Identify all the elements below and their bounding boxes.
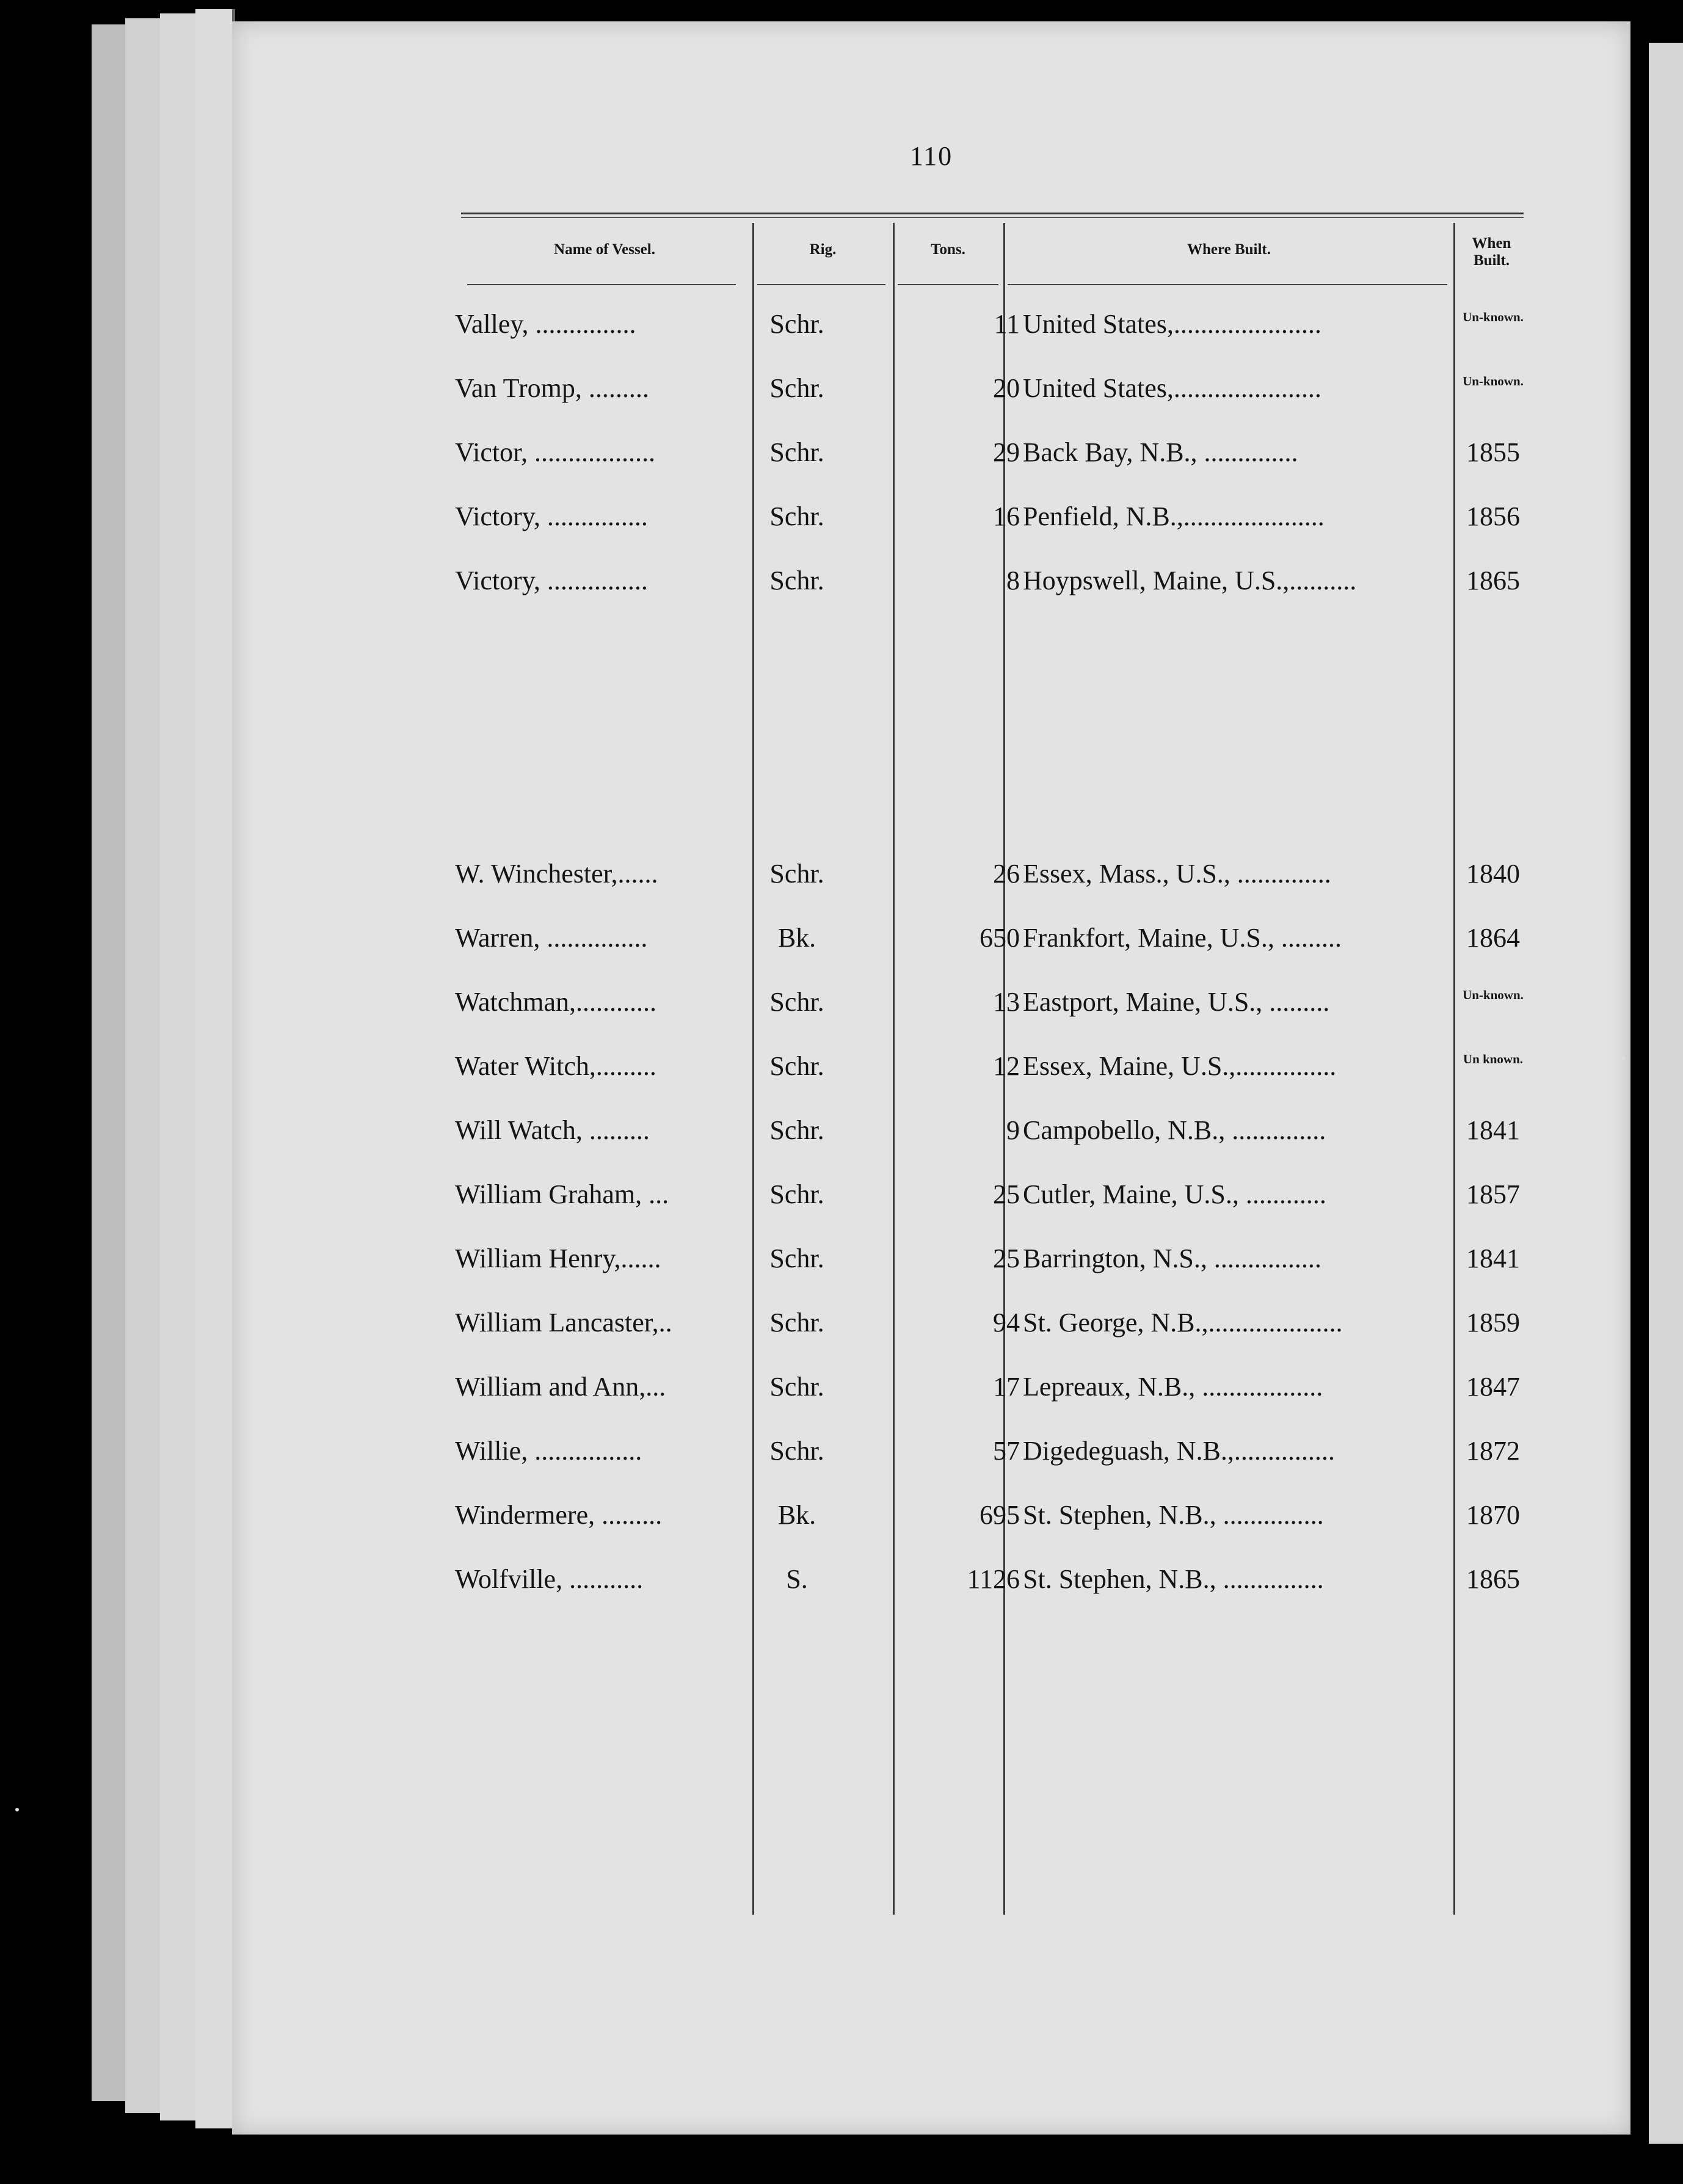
vessel-name: Will Watch, ......... xyxy=(455,1115,650,1145)
vessel-name: Willie, ................ xyxy=(455,1436,642,1466)
header-underline xyxy=(757,284,885,285)
table-row xyxy=(232,1563,1630,1600)
table-row xyxy=(232,1115,1630,1151)
vessel-when-built: 1856 xyxy=(1466,501,1520,531)
vessel-where-built: Hoypswell, Maine, U.S.,.......... xyxy=(1023,566,1357,595)
table-row xyxy=(232,373,1630,409)
vessel-where-built: St. Stephen, N.B., ............... xyxy=(1023,1564,1324,1594)
header-underline xyxy=(1008,284,1447,285)
page-edge xyxy=(195,9,235,2128)
page-edge xyxy=(125,18,165,2113)
vessel-rig: Schr. xyxy=(769,1051,824,1081)
vessel-when-built: 1870 xyxy=(1466,1500,1520,1530)
vessel-when-built: 1841 xyxy=(1466,1115,1520,1145)
vessel-rig: Schr. xyxy=(769,566,824,595)
vessel-rig: S. xyxy=(786,1564,808,1594)
header-when-line1: When xyxy=(1472,235,1511,252)
page-number: 110 xyxy=(909,141,953,171)
vessel-name: Victor, .................. xyxy=(455,437,656,467)
vessel-tons: 695 xyxy=(980,1500,1020,1530)
vessel-name: Warren, ............... xyxy=(455,923,648,953)
vessel-tons: 25 xyxy=(993,1243,1020,1273)
vessel-rig: Schr. xyxy=(769,1243,824,1273)
vessel-name: Victory, ............... xyxy=(455,566,648,595)
vessel-rig: Schr. xyxy=(769,1308,824,1338)
vessel-where-built: Digedeguash, N.B.,............... xyxy=(1023,1436,1335,1466)
vessel-tons: 12 xyxy=(993,1051,1020,1081)
vessel-name: Victory, ............... xyxy=(455,501,648,531)
vessel-where-built: Barrington, N.S., ................ xyxy=(1023,1243,1321,1273)
vessel-when-built: Un-known. xyxy=(1463,310,1524,324)
vessel-rig: Schr. xyxy=(769,309,824,339)
vessel-rig: Schr. xyxy=(769,1436,824,1466)
vessel-when-built: 1847 xyxy=(1466,1372,1520,1402)
vessel-when-built: 1859 xyxy=(1466,1308,1520,1338)
vessel-rig: Bk. xyxy=(777,1500,816,1530)
vessel-name: W. Winchester,...... xyxy=(455,859,658,889)
vessel-where-built: Frankfort, Maine, U.S., ......... xyxy=(1023,923,1342,953)
table-row xyxy=(232,308,1630,345)
vessel-when-built: Un-known. xyxy=(1463,988,1524,1002)
header-where: Where Built. xyxy=(1187,241,1271,258)
dust-speck xyxy=(15,1808,19,1811)
vessel-when-built: 1864 xyxy=(1466,923,1520,953)
vessel-rig: Schr. xyxy=(769,501,824,531)
vessel-where-built: Eastport, Maine, U.S., ......... xyxy=(1023,987,1330,1017)
header-rule xyxy=(461,213,1524,218)
vessel-where-built: Campobello, N.B., .............. xyxy=(1023,1115,1326,1145)
vessel-when-built: 1855 xyxy=(1466,437,1520,467)
vessel-tons: 94 xyxy=(993,1308,1020,1338)
vessel-tons: 25 xyxy=(993,1179,1020,1209)
vessel-tons: 11 xyxy=(994,309,1020,339)
vessel-where-built: Back Bay, N.B., .............. xyxy=(1023,437,1298,467)
vessel-tons: 17 xyxy=(993,1372,1020,1402)
vessel-name: William and Ann,... xyxy=(455,1372,666,1402)
vessel-where-built: United States,...................... xyxy=(1023,373,1321,403)
vessel-name: William Lancaster,.. xyxy=(455,1308,672,1338)
vessel-rig: Schr. xyxy=(769,1179,824,1209)
vessel-where-built: St. Stephen, N.B., ............... xyxy=(1023,1500,1324,1530)
table-row xyxy=(232,1243,1630,1279)
vessel-when-built: 1841 xyxy=(1466,1243,1520,1273)
page-edge xyxy=(160,13,200,2120)
vessel-where-built: Essex, Mass., U.S., .............. xyxy=(1023,859,1331,889)
vessel-tons: 29 xyxy=(993,437,1020,467)
next-page-edge xyxy=(1649,43,1683,2144)
vessel-name: Water Witch,......... xyxy=(455,1051,656,1081)
header-name: Name of Vessel. xyxy=(554,241,655,258)
header-underline xyxy=(898,284,998,285)
table-row xyxy=(232,501,1630,537)
vessel-rig: Schr. xyxy=(769,437,824,467)
vessel-name: Van Tromp, ......... xyxy=(455,373,649,403)
vessel-name: Watchman,............ xyxy=(455,987,657,1017)
vessel-rig: Bk. xyxy=(777,923,816,953)
header-when xyxy=(1456,235,1527,269)
vessel-name: William Graham, ... xyxy=(455,1179,669,1209)
table-row xyxy=(232,986,1630,1023)
table-row xyxy=(232,437,1630,473)
table-row xyxy=(232,858,1630,895)
table-row xyxy=(232,922,1630,959)
vessel-tons: 650 xyxy=(980,923,1020,953)
vessel-tons: 1126 xyxy=(967,1564,1020,1594)
vessel-when-built: Un-known. xyxy=(1463,374,1524,388)
header-when-line2: Built. xyxy=(1473,252,1510,269)
header-underline xyxy=(467,284,736,285)
vessel-when-built: 1840 xyxy=(1466,859,1520,889)
vessel-rig: Schr. xyxy=(769,1372,824,1402)
vessel-where-built: Penfield, N.B.,..................... xyxy=(1023,501,1325,531)
vessel-tons: 26 xyxy=(993,859,1020,889)
vessel-where-built: St. George, N.B.,.................... xyxy=(1023,1308,1343,1338)
vessel-tons: 13 xyxy=(993,987,1020,1017)
vessel-name: Wolfville, ........... xyxy=(455,1564,644,1594)
vessel-where-built: Essex, Maine, U.S.,............... xyxy=(1023,1051,1337,1081)
vessel-tons: 57 xyxy=(993,1436,1020,1466)
vessel-when-built: 1865 xyxy=(1466,1564,1520,1594)
table-row xyxy=(232,1499,1630,1536)
vessel-rig: Schr. xyxy=(769,1115,824,1145)
vessel-name: Valley, ............... xyxy=(455,309,636,339)
ledger-page xyxy=(232,21,1630,2135)
vessel-rig: Schr. xyxy=(769,373,824,403)
dust-speck xyxy=(1621,1057,1625,1060)
table-row xyxy=(232,1371,1630,1408)
table-row xyxy=(232,1307,1630,1344)
vessel-name: William Henry,...... xyxy=(455,1243,661,1273)
header-tons: Tons. xyxy=(931,241,965,258)
vessel-where-built: Lepreaux, N.B., .................. xyxy=(1023,1372,1323,1402)
table-row xyxy=(232,1435,1630,1472)
vessel-when-built: 1865 xyxy=(1466,566,1520,595)
vessel-where-built: United States,...................... xyxy=(1023,309,1321,339)
table-row xyxy=(232,565,1630,602)
vessel-when-built: Un known. xyxy=(1463,1052,1524,1066)
vessel-tons: 16 xyxy=(993,501,1020,531)
header-rig: Rig. xyxy=(809,241,837,258)
vessel-tons: 20 xyxy=(993,373,1020,403)
vessel-when-built: 1857 xyxy=(1466,1179,1520,1209)
vessel-when-built: 1872 xyxy=(1466,1436,1520,1466)
vessel-tons: 9 xyxy=(1006,1115,1020,1145)
table-row xyxy=(232,1050,1630,1087)
vessel-name: Windermere, ......... xyxy=(455,1500,663,1530)
table-row xyxy=(232,1179,1630,1215)
vessel-rig: Schr. xyxy=(769,987,824,1017)
vessel-rig: Schr. xyxy=(769,859,824,889)
vessel-where-built: Cutler, Maine, U.S., ............ xyxy=(1023,1179,1326,1209)
vessel-tons: 8 xyxy=(1006,566,1020,595)
